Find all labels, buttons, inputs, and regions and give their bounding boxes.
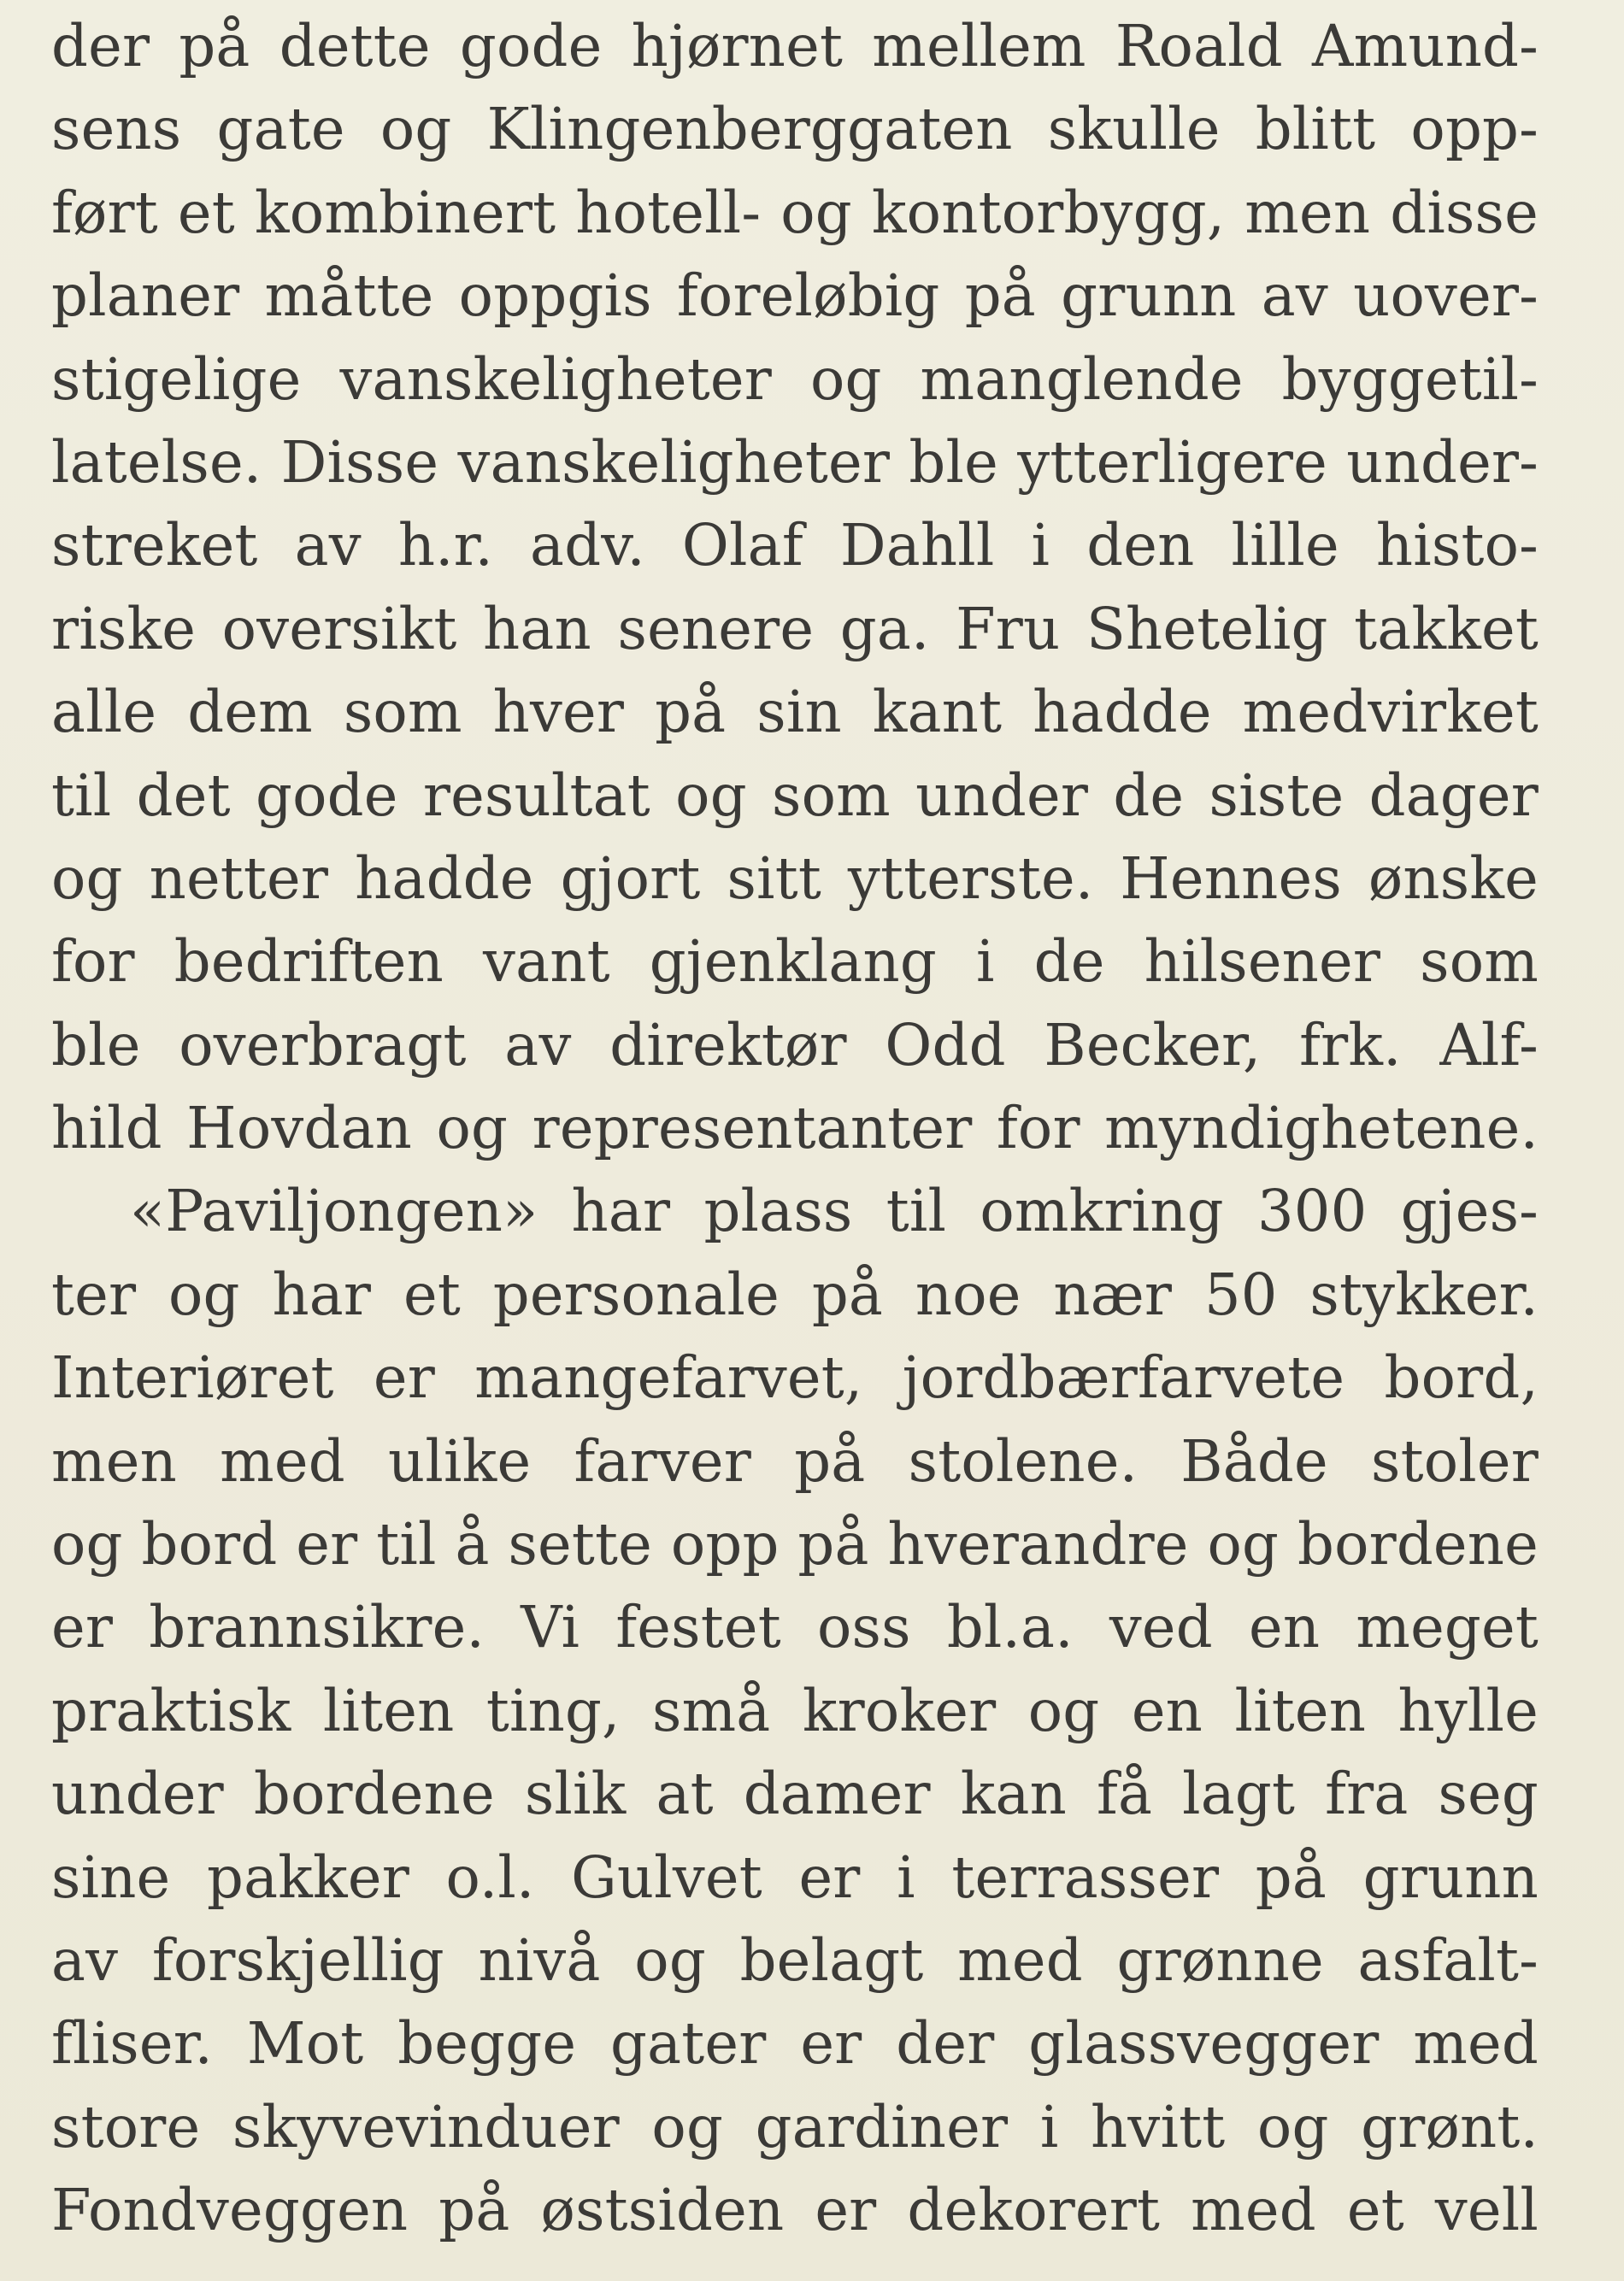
text-line: planer måtte oppgis foreløbig på grunn av uover- (51, 262, 1539, 330)
text-line: latelse. Disse vanskeligheter ble ytterligere under- (51, 428, 1539, 496)
text-line: praktisk liten ting, små kroker og en liten hylle (51, 1677, 1539, 1744)
text-column (51, 5, 1539, 2253)
text-line: hild Hovdan og representanter for myndighetene. (51, 1095, 1539, 1162)
text-line: ført et kombinert hotell- og kontorbygg, men disse (51, 179, 1539, 246)
text-line: ble overbragt av direktør Odd Becker, frk. Alf- (51, 1011, 1539, 1079)
text-line: Interiøret er mangefarvet, jordbærfarvete bord, (51, 1344, 1539, 1412)
text-line: for bedriften vant gjenklang i de hilsener som (51, 928, 1539, 996)
text-line: alle dem som hver på sin kant hadde medvirket (51, 679, 1539, 746)
text-line: under bordene slik at damer kan få lagt fra seg (51, 1761, 1539, 1828)
text-line: ter og har et personale på noe nær 50 stykker. (51, 1261, 1539, 1328)
text-line: og bord er til å sette opp på hverandre og bordene (51, 1511, 1539, 1578)
paragraph-1 (51, 5, 1539, 1170)
text-line: sine pakker o.l. Gulvet er i terrasser på grunn (51, 1843, 1539, 1911)
text-line: Fondveggen på østsiden er dekorert med et vell (51, 2177, 1539, 2244)
text-line: og netter hadde gjort sitt ytterste. Hennes ønske (51, 844, 1539, 912)
text-line: men med ulike farver på stolene. Både stoler (51, 1427, 1539, 1495)
text-line: til det gode resultat og som under de siste dager (51, 761, 1539, 829)
text-line: «Paviljongen» har plass til omkring 300 gjes- (130, 1178, 1539, 1245)
text-line: er brannsikre. Vi festet oss bl.a. ved en meget (51, 1594, 1539, 1661)
paragraph-2 (51, 1170, 1539, 2252)
text-line: streket av h.r. adv. Olaf Dahll i den lille histo- (51, 512, 1539, 579)
text-line: sens gate og Klingenberggaten skulle blitt opp- (51, 96, 1539, 163)
text-line: av forskjellig nivå og belagt med grønne asfalt- (51, 1926, 1539, 1994)
text-line: store skyvevinduer og gardiner i hvitt og grønt. (51, 2093, 1539, 2160)
text-line: fliser. Mot begge gater er der glassvegger med (51, 2010, 1539, 2078)
text-line: der på dette gode hjørnet mellem Roald Amund- (51, 13, 1539, 79)
text-line: riske oversikt han senere ga. Fru Shetelig takket (51, 595, 1539, 662)
text-line: stigelige vanskeligheter og manglende byggetil- (51, 345, 1539, 413)
